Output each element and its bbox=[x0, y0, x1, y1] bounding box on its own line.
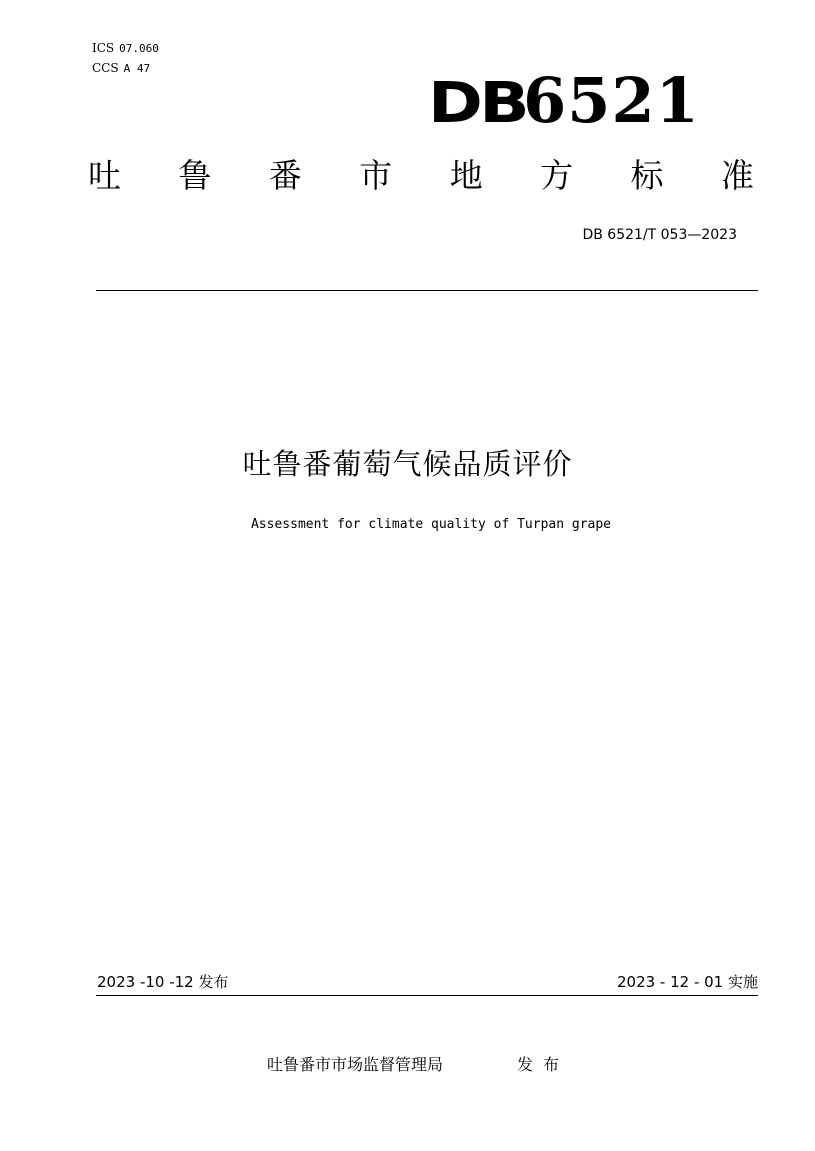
org-title-char: 吐 bbox=[88, 156, 121, 195]
org-title bbox=[88, 154, 754, 198]
publish-action: 发布 bbox=[517, 1055, 570, 1074]
org-title-char: 标 bbox=[630, 156, 664, 195]
standard-mark-region-code: 6521 bbox=[523, 64, 700, 137]
ics-label: ICS bbox=[92, 41, 115, 55]
standard-number: DB 6521/T 053—2023 bbox=[582, 227, 737, 243]
ics-classification bbox=[92, 41, 159, 56]
ccs-classification bbox=[92, 61, 150, 76]
standard-mark bbox=[428, 66, 700, 139]
ccs-label: CCS bbox=[92, 61, 119, 75]
title-english: Assessment for climate quality of Turpan grape bbox=[250, 517, 612, 532]
org-title-char: 市 bbox=[359, 156, 393, 195]
standard-mark-prefix: DB bbox=[428, 71, 527, 136]
publisher-name: 吐鲁番市市场监督管理局 bbox=[267, 1055, 444, 1074]
bottom-divider bbox=[96, 995, 758, 996]
org-title-char: 地 bbox=[449, 156, 483, 195]
org-title-char: 番 bbox=[268, 156, 302, 195]
top-divider bbox=[96, 290, 758, 291]
implementation-date: 2023 - 12 - 01 实施 bbox=[616, 973, 758, 991]
title-chinese: 吐鲁番葡萄气候品质评价 bbox=[242, 447, 573, 481]
ics-code: 07.060 bbox=[119, 42, 159, 55]
org-title-char: 鲁 bbox=[178, 156, 212, 195]
org-title-char: 准 bbox=[720, 156, 754, 195]
org-title-char: 方 bbox=[540, 156, 574, 195]
issue-date: 2023 -10 -12 发布 bbox=[97, 973, 229, 991]
ccs-code: A 47 bbox=[123, 62, 151, 75]
